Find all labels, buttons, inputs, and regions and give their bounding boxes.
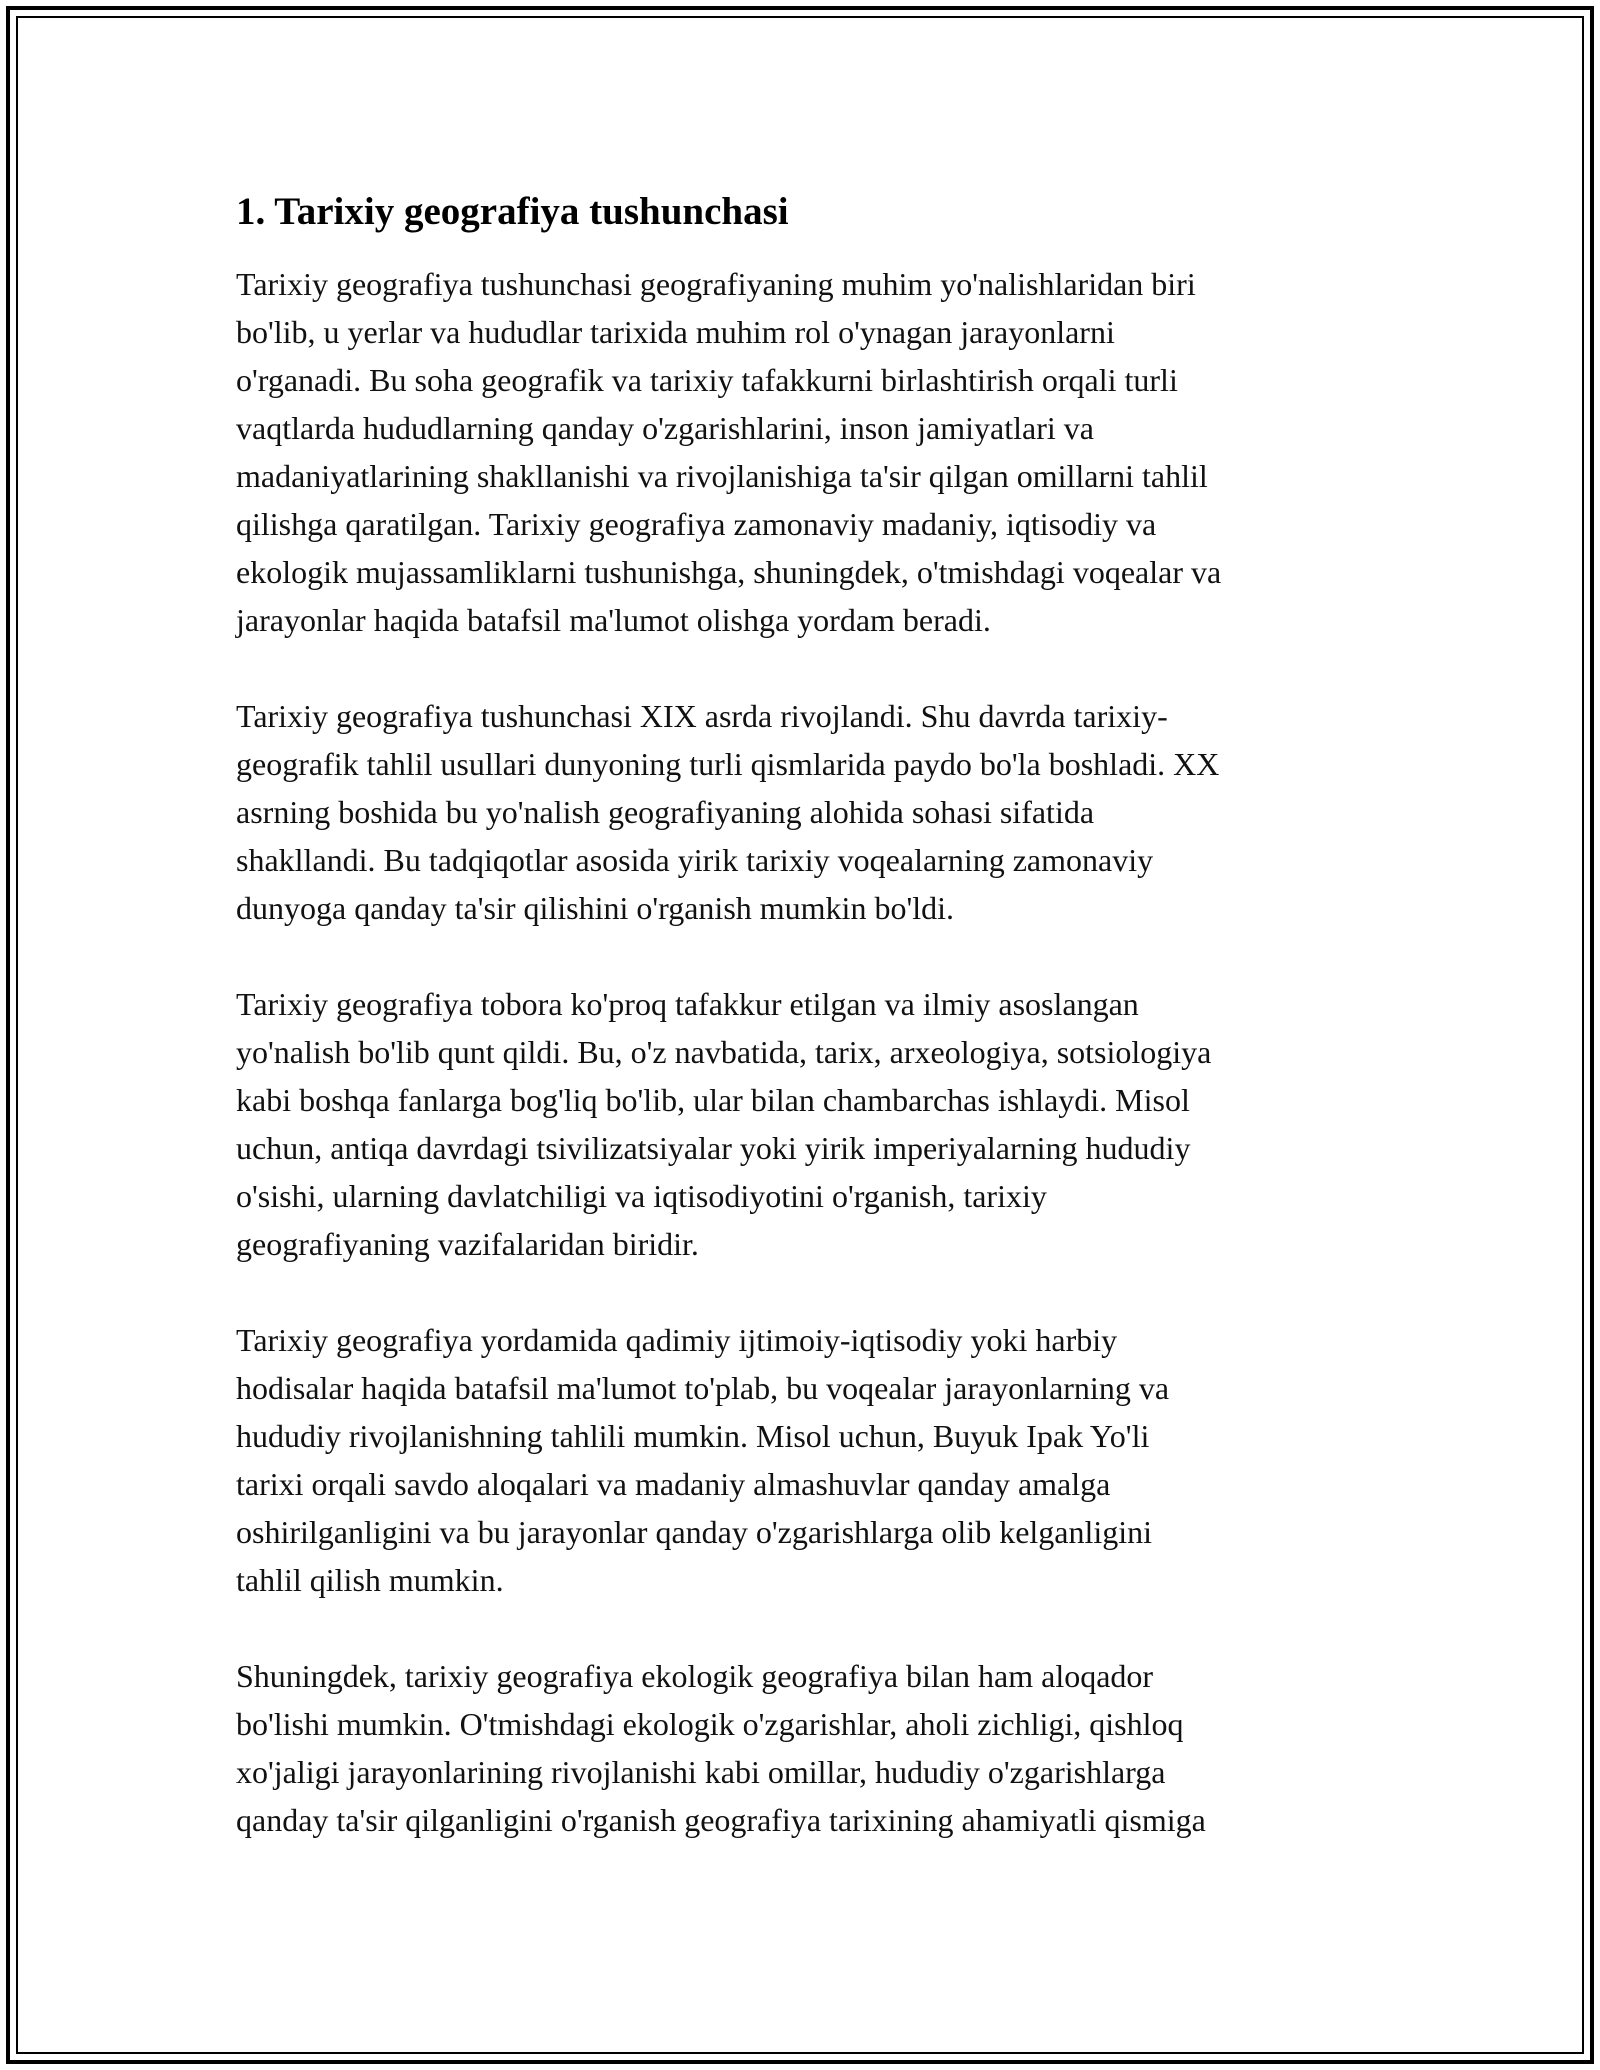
paragraph-1 bbox=[236, 260, 1376, 644]
section-heading: 1. Tarixiy geografiya tushunchasi bbox=[236, 190, 789, 233]
text-line: o'sishi, ularning davlatchiligi va iqtisodiyotini o'rganish, tarixiy bbox=[236, 1178, 1047, 1214]
text-line: kabi boshqa fanlarga bog'liq bo'lib, ular bilan chambarchas ishlaydi. Misol bbox=[236, 1082, 1190, 1118]
paragraph-2 bbox=[236, 692, 1376, 932]
paragraph-5 bbox=[236, 1652, 1376, 1844]
text-line: jarayonlar haqida batafsil ma'lumot olishga yordam beradi. bbox=[236, 602, 991, 638]
text-line: qilishga qaratilgan. Tarixiy geografiya zamonaviy madaniy, iqtisodiy va bbox=[236, 506, 1157, 542]
text-line: xo'jaligi jarayonlarining rivojlanishi kabi omillar, hududiy o'zgarishlarga bbox=[236, 1754, 1166, 1790]
text-line: yo'nalish bo'lib qunt qildi. Bu, o'z navbatida, tarix, arxeologiya, sotsiologiya bbox=[236, 1034, 1212, 1070]
text-line: shakllandi. Bu tadqiqotlar asosida yirik tarixiy voqealarning zamonaviy bbox=[236, 842, 1154, 878]
text-line: Tarixiy geografiya yordamida qadimiy ijtimoiy-iqtisodiy yoki harbiy bbox=[236, 1322, 1118, 1358]
text-line: geografiyaning vazifalaridan biridir. bbox=[236, 1226, 699, 1262]
text-line: Tarixiy geografiya tushunchasi geografiyaning muhim yo'nalishlaridan biri bbox=[236, 266, 1196, 302]
text-line: bo'lib, u yerlar va hududlar tarixida muhim rol o'ynagan jarayonlarni bbox=[236, 314, 1115, 350]
text-line: Tarixiy geografiya tushunchasi XIX asrda rivojlandi. Shu davrda tarixiy- bbox=[236, 698, 1168, 734]
text-line: bo'lishi mumkin. O'tmishdagi ekologik o'zgarishlar, aholi zichligi, qishloq bbox=[236, 1706, 1184, 1742]
document-body bbox=[236, 186, 1376, 1892]
text-line: qanday ta'sir qilganligini o'rganish geografiya tarixining ahamiyatli qismiga bbox=[236, 1802, 1206, 1838]
text-line: asrning boshida bu yo'nalish geografiyaning alohida sohasi sifatida bbox=[236, 794, 1095, 830]
text-line: hududiy rivojlanishning tahlili mumkin. Misol uchun, Buyuk Ipak Yo'li bbox=[236, 1418, 1150, 1454]
text-line: ekologik mujassamliklarni tushunishga, shuningdek, o'tmishdagi voqealar va bbox=[236, 554, 1222, 590]
text-line: Shuningdek, tarixiy geografiya ekologik geografiya bilan ham aloqador bbox=[236, 1658, 1154, 1694]
text-line: uchun, antiqa davrdagi tsivilizatsiyalar yoki yirik imperiyalarning hududiy bbox=[236, 1130, 1191, 1166]
text-line: o'rganadi. Bu soha geografik va tarixiy tafakkurni birlashtirish orqali turli bbox=[236, 362, 1178, 398]
paragraph-4 bbox=[236, 1316, 1376, 1604]
text-line: dunyoga qanday ta'sir qilishini o'rganish mumkin bo'ldi. bbox=[236, 890, 954, 926]
text-line: geografik tahlil usullari dunyoning turli qismlarida paydo bo'la boshladi. XX bbox=[236, 746, 1220, 782]
text-line: tarixi orqali savdo aloqalari va madaniy almashuvlar qanday amalga bbox=[236, 1466, 1111, 1502]
text-line: hodisalar haqida batafsil ma'lumot to'plab, bu voqealar jarayonlarning va bbox=[236, 1370, 1170, 1406]
paragraph-3 bbox=[236, 980, 1376, 1268]
text-line: oshirilganligini va bu jarayonlar qanday o'zgarishlarga olib kelganligini bbox=[236, 1514, 1153, 1550]
text-line: tahlil qilish mumkin. bbox=[236, 1562, 504, 1598]
text-line: madaniyatlarining shakllanishi va rivojlanishiga ta'sir qilgan omillarni tahlil bbox=[236, 458, 1208, 494]
text-line: vaqtlarda hududlarning qanday o'zgarishlarini, inson jamiyatlari va bbox=[236, 410, 1094, 446]
text-line: Tarixiy geografiya tobora ko'proq tafakkur etilgan va ilmiy asoslangan bbox=[236, 986, 1139, 1022]
